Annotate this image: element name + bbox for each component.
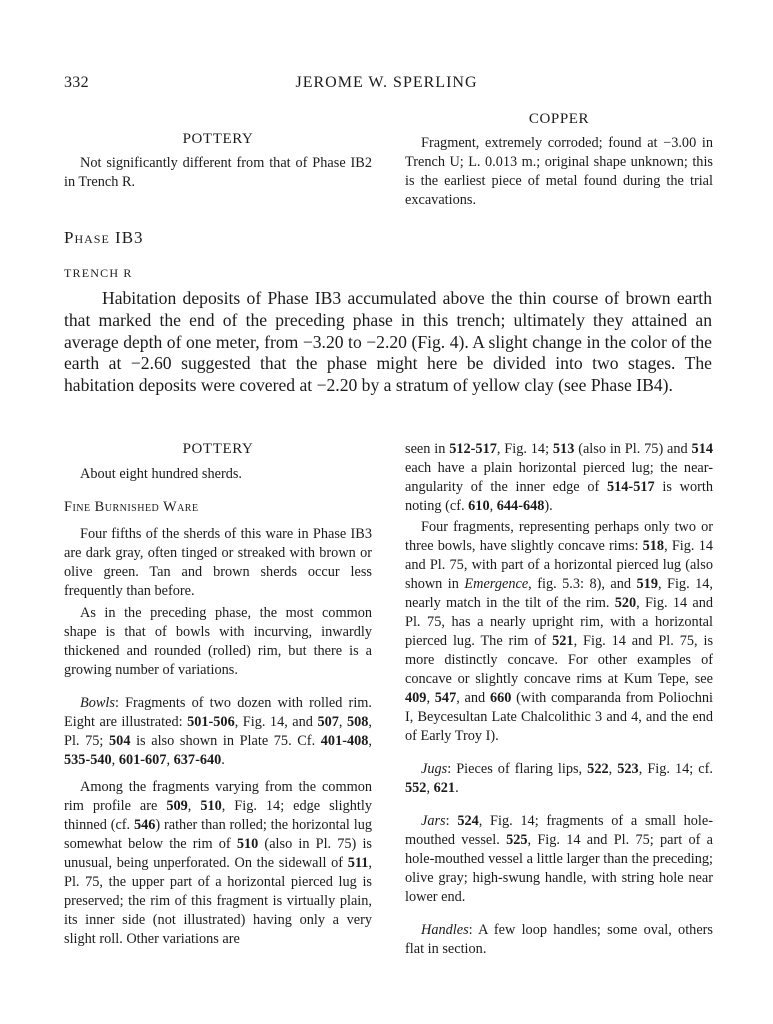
ware-paragraph-2: As in the preceding phase, the most common shape is that of bowls with incurving, inwardly thickened and rounded (rolled) rim, but there is a growing number of variations. [64, 605, 372, 678]
text-span: (also in Pl. 75) and [574, 441, 692, 457]
ref-number: 510 [236, 836, 259, 852]
text-span: Among the fragments varying from the common rim profile are [64, 779, 372, 814]
text-span: (with comparanda from Poliochni I, Beycesultan Late Chalcolithic 3 and 4, and the end of Early Troy I). [405, 690, 713, 744]
ref-number: 644-648 [496, 498, 545, 514]
pottery-heading: POTTERY [182, 441, 254, 457]
text-span: , fig. 5.3: 8), and [528, 576, 637, 592]
jars-paragraph [405, 812, 713, 907]
text-span: , [489, 498, 497, 514]
ref-number: 523 [617, 761, 639, 777]
ref-number: 401-408 [320, 733, 369, 749]
text-span: , Pl. 75; [64, 714, 372, 749]
text-span: , Fig. 14 and Pl. 75, with part of a horizontal pierced lug (also shown in [405, 538, 713, 592]
ref-number: 501-506 [187, 714, 235, 730]
ref-number: 514-517 [606, 479, 655, 495]
ref-number: 519 [636, 576, 658, 592]
handles-paragraph [405, 921, 713, 959]
ref-number: 511 [347, 855, 369, 871]
ref-number: 507 [317, 714, 339, 730]
ref-number: 525 [506, 832, 528, 848]
text-span: is worth noting (cf. [405, 479, 713, 514]
text-span: : Pieces of flaring lips, [447, 761, 588, 777]
bowls-label: Bowls [80, 695, 115, 711]
text-span: , and [456, 690, 490, 706]
jugs-paragraph [405, 760, 713, 798]
text-span: , Fig. 14; edge slightly thinned (cf. [64, 798, 372, 833]
ref-number: 522 [587, 761, 609, 777]
ref-number: 552 [405, 780, 427, 796]
ref-number: 508 [346, 714, 369, 730]
ref-number: 510 [200, 798, 222, 814]
text-span: , Pl. 75, the upper part of a horizontal pierced lug is preserved; the rim of this fragment is virtually plain, its inner side (not illustrated) having only a very slight roll. Other variations are [64, 855, 372, 947]
copper-text: Fragment, extremely corroded; found at −3.00 in Trench U; L. 0.013 m.; original shape unknown; this is the earliest piece of metal found during the trial excavations. [405, 135, 713, 208]
text-span: . [455, 780, 459, 796]
text-span: : A few loop handles; some oval, others flat in section. [405, 922, 713, 957]
running-title: JEROME W. SPERLING [295, 74, 478, 91]
ref-number: 512-517 [449, 441, 497, 457]
ref-number: 660 [489, 690, 512, 706]
text-span: ). [544, 498, 553, 514]
ware-subheading: Fine Burnished Ware [64, 499, 199, 515]
text-span: , Fig. 14 and Pl. 75, is more distinctly concave. For other examples of concave or slightly concave rims at Kum Tepe, see [405, 633, 714, 687]
top-left-block [64, 130, 372, 192]
sherd-count: About eight hundred sherds. [80, 466, 243, 482]
variations-paragraph [64, 778, 372, 949]
text-span: , [368, 733, 372, 749]
ref-number: 514 [691, 441, 713, 457]
text-span: , [111, 752, 119, 768]
text-span: is also shown in Plate 75. Cf. [130, 733, 321, 749]
ref-number: 521 [552, 633, 574, 649]
text-span: seen in [405, 441, 450, 457]
ref-number: 535-540 [64, 752, 112, 768]
right-column [405, 440, 713, 959]
trench-label: TRENCH R [64, 266, 133, 280]
text-span: ) rather than rolled; the horizontal lug somewhat below the rim of [64, 817, 372, 852]
text-span: , [166, 752, 174, 768]
text-span: : [445, 813, 458, 829]
text-span: , Fig. 14; cf. [638, 761, 713, 777]
ref-number: 524 [457, 813, 479, 829]
left-column [64, 440, 372, 949]
page-number: 332 [64, 74, 89, 91]
text-span: each have a plain horizontal pierced lug; the near-angularity of the inner edge of [405, 460, 713, 495]
ref-number: 546 [133, 817, 156, 833]
text-span: , [426, 690, 435, 706]
ref-number: 637-640 [173, 752, 222, 768]
ref-number: 621 [433, 780, 456, 796]
text-span: , [426, 780, 434, 796]
text-span: , [187, 798, 201, 814]
bowls-paragraph [64, 694, 372, 770]
ref-number: 518 [642, 538, 665, 554]
text-span: : Fragments of two dozen with rolled rim. Eight are illustrated: [64, 695, 372, 730]
ref-number: 513 [552, 441, 575, 457]
handles-label: Handles [421, 922, 469, 938]
text-span: , Fig. 14 and Pl. 75; part of a hole-mouthed vessel a little larger than the preceding; olive gray; high-swung handle, with string hole near lower end. [405, 832, 713, 905]
text-span: , Fig. 14; [496, 441, 553, 457]
text-span: . [221, 752, 225, 768]
text-span: , [338, 714, 347, 730]
book-title: Emergence [464, 576, 529, 592]
text-span: , Fig. 14 and Pl. 75, has a nearly upright rim, with a horizontal pierced lug. The rim of [405, 595, 713, 649]
intro-paragraph-block [64, 288, 712, 397]
ware-paragraph-1: Four fifths of the sherds of this ware in Phase IB3 are dark gray, often tinged or streaked with brown or olive green. Tan and brown sherds occur less frequently than before. [64, 526, 372, 599]
ref-number: 504 [109, 733, 131, 749]
jugs-label: Jugs [421, 761, 448, 777]
text-span: Four fragments, representing perhaps only two or three bowls, have slightly concave rims: [405, 519, 713, 554]
ref-number: 509 [166, 798, 188, 814]
top-right-block [405, 110, 713, 210]
ref-number: 601-607 [118, 752, 167, 768]
pottery-heading-top: POTTERY [182, 131, 254, 147]
text-span: , [608, 761, 618, 777]
jars-label: Jars [421, 813, 446, 829]
copper-heading: COPPER [528, 111, 590, 127]
text-span: (also in Pl. 75) is unusual, being unperforated. On the sidewall of [64, 836, 372, 871]
pottery-text-top: Not significantly different from that of Phase IB2 in Trench R. [64, 155, 372, 190]
ref-number: 610 [468, 498, 490, 514]
phase-heading: Phase IB3 [64, 228, 144, 247]
ref-number: 409 [405, 690, 427, 706]
text-span: , Fig. 14, and [234, 714, 318, 730]
text-span: , Fig. 14, nearly match in the tilt of the rim. [405, 576, 713, 611]
ref-number: 547 [434, 690, 457, 706]
continuation-paragraph [405, 440, 713, 516]
ref-number: 520 [614, 595, 637, 611]
text-span: , Fig. 14; fragments of a small hole-mouthed vessel. [405, 813, 714, 848]
intro-paragraph: Habitation deposits of Phase IB3 accumulated above the thin course of brown earth that marked the end of the preceding phase in this trench; ultimately they attained an average depth of one meter, from −3.20 to −2.20 (Fig. 4). A slight change in the color of the earth at −2.60 suggested that the phase might here be divided into two stages. The habitation deposits were covered at −2.20 by a stratum of yellow clay (see Phase IB4). [64, 288, 712, 396]
concave-rims-paragraph [405, 518, 713, 746]
